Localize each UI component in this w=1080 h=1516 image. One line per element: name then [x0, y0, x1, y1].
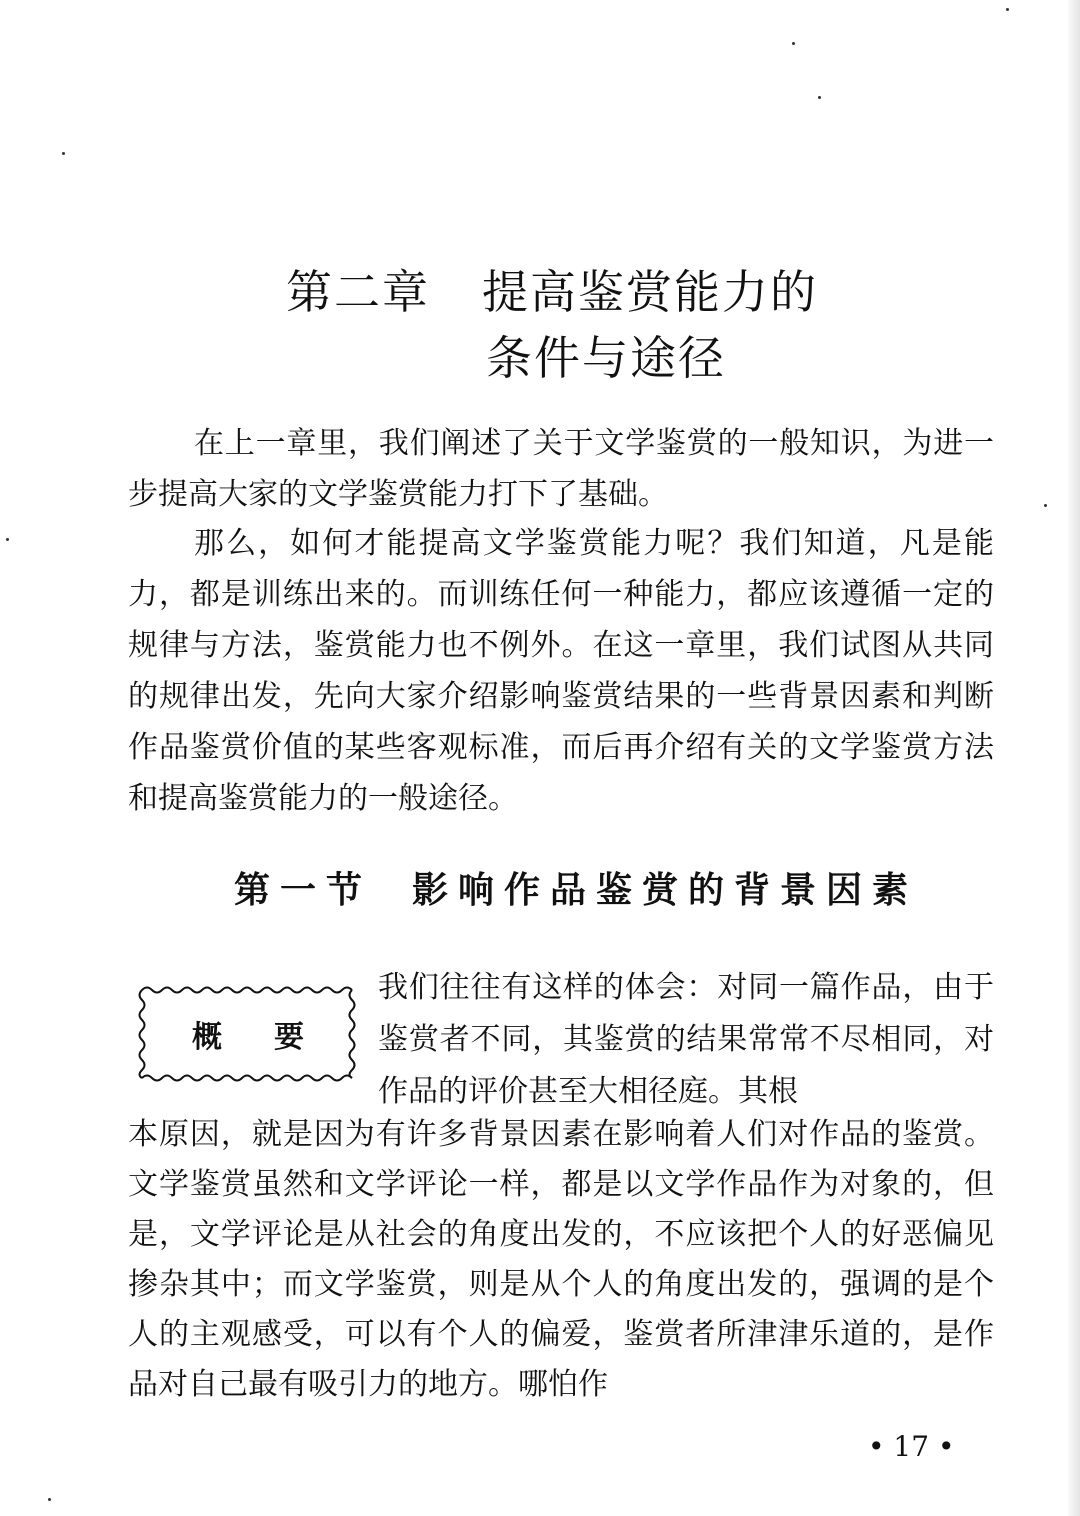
page-number: • 17 • — [868, 1430, 955, 1463]
section-label: 第一节 — [234, 869, 373, 911]
scan-speck — [62, 152, 65, 155]
scan-speck — [792, 42, 795, 45]
section-body-text: 本原因，就是因为有许多背景因素在影响着人们对作品的鉴赏。文学鉴赏虽然和文学评论一样，都是以文学作品作为对象的，但是，文学评论是从社会的角度出发的，不应该把个人的好恶偏见掺杂其中；而文学鉴赏，则是从个人的角度出发的，强调的是个人的主观感受，可以有个人的偏爱，鉴赏者所津津乐道的，是作品对自己最有吸引力的地方。哪怕作 — [128, 1117, 994, 1402]
summary-label: 概要 — [192, 1020, 356, 1055]
chapter-title-line1: 提高鉴赏能力的 — [482, 265, 818, 319]
intro-paragraph-1: 在上一章里，我们阐述了关于文学鉴赏的一般知识，为进一步提高大家的文学鉴赏能力打下了基础。 — [128, 426, 994, 512]
section-heading — [234, 862, 918, 913]
scan-speck — [1044, 504, 1047, 507]
scan-speck — [1006, 8, 1009, 11]
scan-edge — [1068, 0, 1080, 1516]
chapter-label: 第二章 — [286, 265, 430, 319]
summary-box — [134, 982, 362, 1086]
chapter-title-line2: 条件与途径 — [486, 331, 726, 385]
scan-speck — [48, 1498, 51, 1501]
section-intro-text: 我们往往有这样的体会：对同一篇作品，由于鉴赏者不同，其鉴赏的结果常常不尽相同，对作品的评价甚至大相径庭。其根 — [378, 970, 994, 1109]
chapter-heading — [286, 256, 818, 322]
section-title: 影响作品鉴赏的背景因素 — [412, 869, 919, 911]
intro-paragraph-2: 那么，如何才能提高文学鉴赏能力呢？我们知道，凡是能力，都是训练出来的。而训练任何一种能力，都应该遵循一定的规律与方法，鉴赏能力也不例外。在这一章里，我们试图从共同的规律出发，先向大家介绍影响鉴赏结果的一些背景因素和判断作品鉴赏价值的某些客观标准，而后再介绍有关的文学鉴赏方法和提高鉴赏能力的一般途径。 — [128, 526, 994, 816]
scan-speck — [6, 538, 9, 541]
scan-speck — [818, 96, 821, 99]
